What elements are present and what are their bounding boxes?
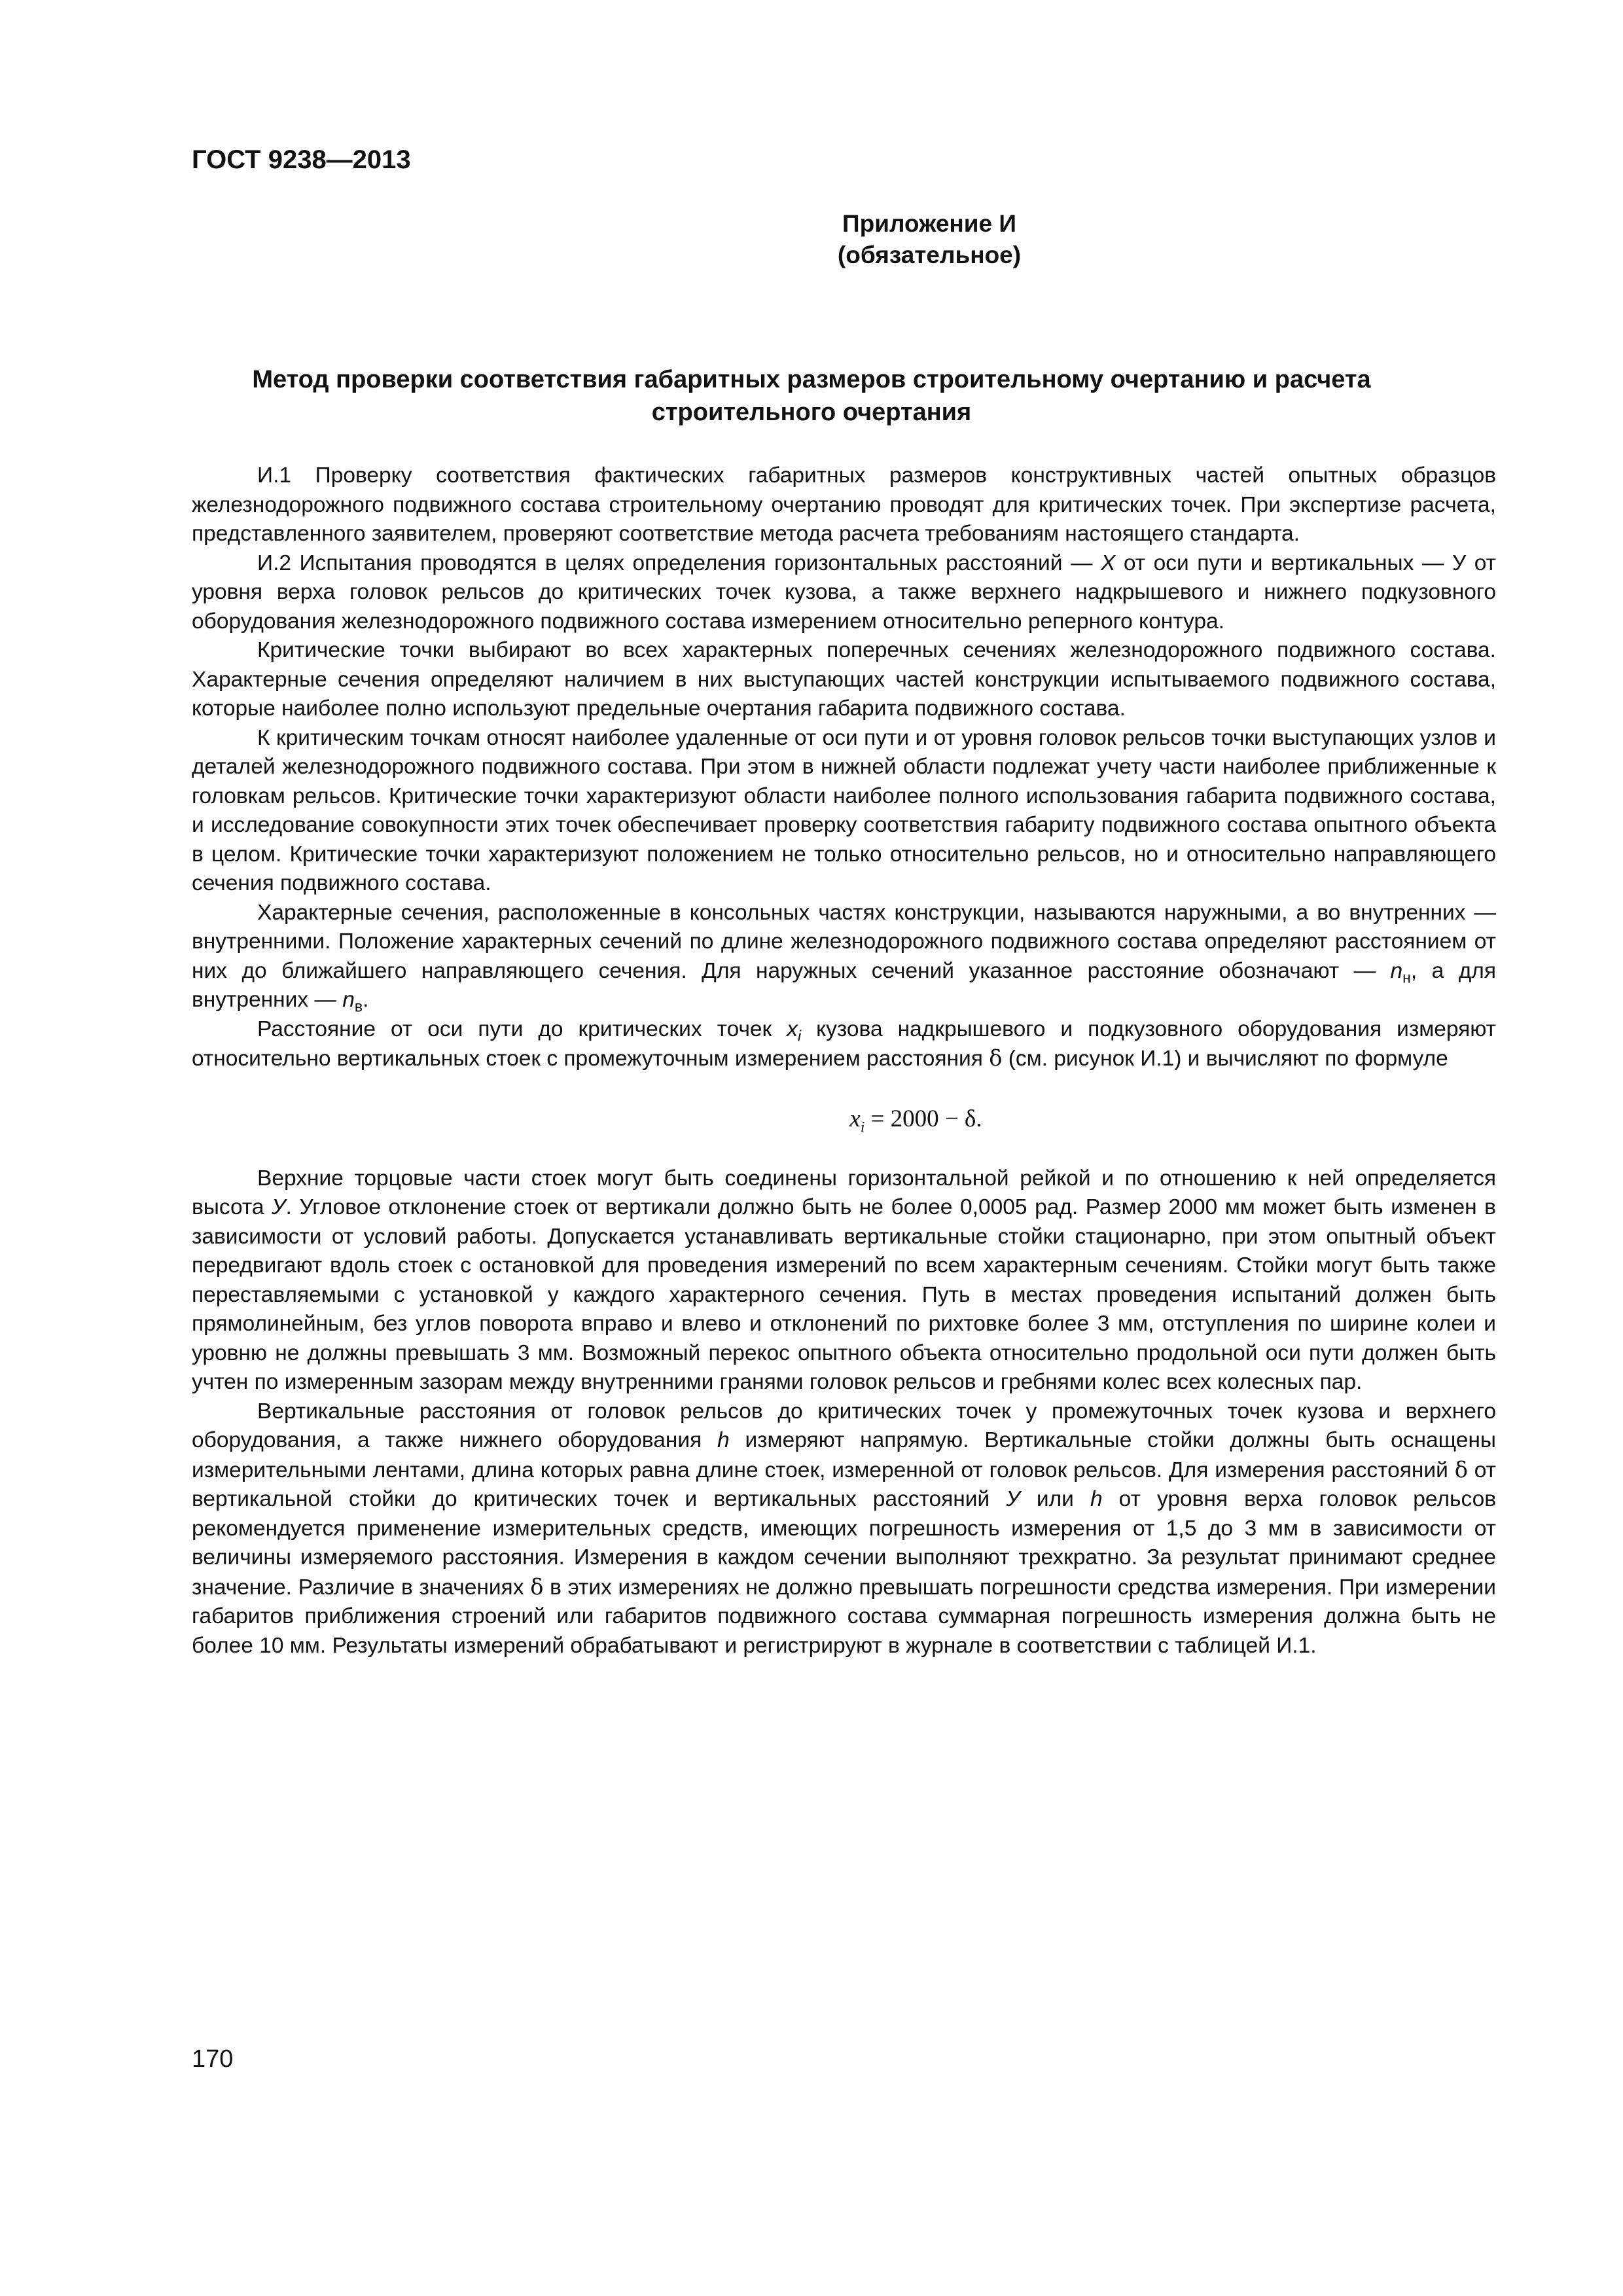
text-run: кузова надкрышевого и подкузовного оборудования измеряют относительно вертикальных стоек с промежуточным измерением расстояния [192,1016,1496,1071]
text-run: И.2 Испытания проводятся в целях определения горизонтальных расстояний — [257,550,1101,575]
variable-h: h [1090,1487,1103,1511]
text-run: Характерные сечения, расположенные в консольных частях конструкции, называются наружными, а во внутренних — внутренними. Положение характерных сечений по длине железнодорожного подвижного состава определяют расстоянием от них до ближайшего направляющего сечения. Для наружных сечений указанное расстояние обозначают — [192,900,1496,983]
paragraph-6 [192,1015,1496,1074]
page-number: 170 [192,2045,234,2073]
paragraph-8 [192,1397,1496,1661]
text-run: Верхние торцовые части стоек могут быть соединены горизонтальной рейкой и по отношению к ней определяется высота [192,1166,1496,1219]
appendix-heading [0,208,1623,271]
paragraph-7 [192,1164,1496,1397]
text-run: . [363,988,369,1012]
text-run: . Угловое отклонение стоек от вертикали должно быть не более 0,0005 рад. Размер 2000 мм может быть изменен в зависимости от условий работы. Допускается устанавливать вертикальные стойки стационарно, при этом опытный объект передвигают вдоль стоек с остановкой для проведения измерений по всем характерным сечениям. Стойки могут быть также переставляемыми с установкой у каждого характерного сечения. Путь в местах проведения испытаний должен быть прямолинейным, без углов поворота вправо и влево и отклонений по рихтовке более 3 мм, отступления по ширине колеи и уровню не должны превышать 3 мм. Возможный перекос опытного объекта относительно продольной оси пути должен быть учтен по измеренным зазорам между внутренними гранями головок рельсов и гребнями колес всех колесных пар. [192,1195,1496,1394]
text-run: или [1020,1487,1090,1511]
subscript-inner: в [354,997,363,1015]
text-run: в этих измерениях не должно превышать погрешности средства измерения. При измерении габаритов приближения строений или габаритов подвижного состава суммарная погрешность измерения должна быть не более 10 мм. Результаты измерений обрабатывают и регистрируют в журнале в соответствии с таблицей И.1. [192,1575,1496,1658]
appendix-status: (обязательное) [837,242,1022,268]
formula-variable: x [849,1105,861,1132]
variable-u: У [272,1195,286,1219]
text-run: , а для внутренних — [192,958,1496,1012]
text-run: от вертикальной стойки до критических точек и вертикальных расстояний [192,1458,1496,1511]
subscript-i: i [797,1027,802,1045]
formula-subscript: i [860,1118,865,1135]
paragraph-3: Критические точки выбирают во всех характерных поперечных сечениях железнодорожного подвижного состава. Характерные сечения определяют наличием в них выступающих частей конструкции испытываемого подвижного состава, которые наиболее полно используют предельные очертания габарита подвижного состава. [192,638,1496,721]
document-header: ГОСТ 9238—2013 [192,145,411,174]
paragraph-2 [192,549,1496,637]
text-run: измеряют напрямую. Вертикальные стойки должны быть оснащены измерительными лентами, длина которых равна длине стоек, измеренной от головок рельсов. Для измерения расстояний [192,1428,1496,1482]
delta-symbol: δ [989,1045,1003,1071]
delta-symbol: δ [530,1573,544,1600]
paragraph-1: И.1 Проверку соответствия фактических габаритных размеров конструктивных частей опытных образцов железнодорожного подвижного состава строительному очертанию проводят для критических точек. При экспертизе расчета, представленного заявителем, проверяют соответствие метода расчета требованиям настоящего стандарта. [192,463,1496,546]
section-title: Метод проверки соответствия габаритных размеров строительному очертанию и расчета строительного очертания [252,366,1371,426]
paragraph-5 [192,899,1496,1015]
text-run: (см. рисунок И.1) и вычисляют по формуле [1002,1047,1448,1071]
variable-n: n [342,988,355,1012]
variable-x: x [787,1016,798,1041]
appendix-label: Приложение И [842,210,1016,237]
body-text [192,461,1496,1660]
variable-h: h [717,1428,730,1452]
subscript-outer: н [1402,969,1411,986]
formula-rhs: = 2000 − δ. [865,1105,982,1132]
text-run: от оси пути и вертикальных — У от уровня верха головок рельсов до критических точек кузова, а также верхнего надкрышевого и нижнего подкузовного оборудования железнодорожного подвижного состава измерением относительно реперного контура. [192,550,1496,634]
variable-x: X [1100,550,1116,575]
variable-n: n [1390,958,1403,983]
paragraph-4: К критическим точкам относят наиболее удаленные от оси пути и от уровня головок рельсов точки выступающих узлов и деталей железнодорожного подвижного состава. При этом в нижней области подлежат учету части наиболее приближенные к головкам рельсов. Критические точки характеризуют области наиболее полного использования габарита подвижного состава, и исследование совокупности этих точек обеспечивает проверку соответствия габариту подвижного состава опытного объекта в целом. Критические точки характеризуют положением не только относительно рельсов, но и относительно направляющего сечения подвижного состава. [192,725,1496,895]
text-run: Расстояние от оси пути до критических точек [257,1016,787,1041]
formula [192,1103,1496,1136]
delta-symbol: δ [1454,1456,1468,1482]
text-run: от уровня верха головок рельсов рекомендуется применение измерительных средств, имеющих погрешность измерения от 1,5 до 3 мм в зависимости от величины измеряемого расстояния. Измерения в каждом сечении выполняют трехкратно. За результат принимают среднее значение. Различие в значениях [192,1487,1497,1600]
variable-u: У [1006,1487,1020,1511]
text-run: Вертикальные расстояния от головок рельсов до критических точек у промежуточных точек кузова и верхнего оборудования, а также нижнего оборудования [192,1399,1496,1452]
